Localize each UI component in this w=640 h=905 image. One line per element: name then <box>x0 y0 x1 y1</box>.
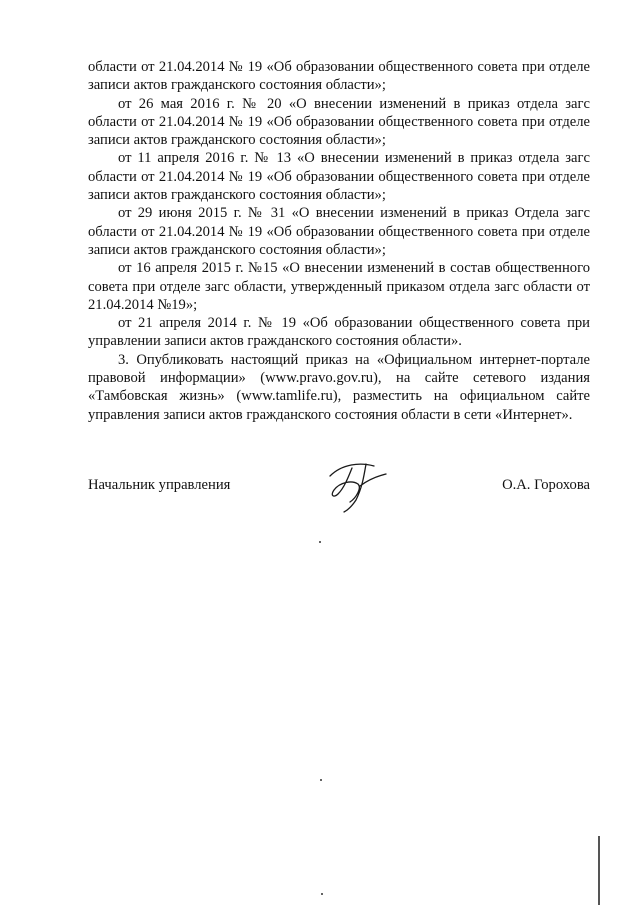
paragraph-4: от 29 июня 2015 г. № 31 «О внесении изменений в приказ Отдела загс области от 21.04.2014 № 19 «Об образовании общественного совета при отделе записи актов гражданского состояния области»; <box>88 205 590 258</box>
paragraph-1: области от 21.04.2014 № 19 «Об образовании общественного совета при отделе записи актов гражданского состояния области»; <box>88 59 590 94</box>
scan-speck <box>321 893 323 895</box>
signatory-name: О.А. Горохова <box>502 477 590 493</box>
handwritten-signature <box>322 454 394 514</box>
paragraph-5: от 16 апреля 2015 г. №15 «О внесении изменений в состав общественного совета при отделе загс области, утвержденный приказом отдела загс области от 21.04.2014 №19»; <box>88 260 590 313</box>
document-body <box>88 58 590 424</box>
paragraph-7: 3. Опубликовать настоящий приказ на «Официальном интернет-портале правовой информации» (www.pravo.gov.ru), на сайте сетевого издания «Тамбовская жизнь» (www.tamlife.ru), разместить на официальном сайте управления записи актов гражданского состояния области в сети «Интернет». <box>88 351 590 423</box>
signatory-title: Начальник управления <box>88 477 231 493</box>
scan-speck <box>320 779 322 781</box>
paragraph-2: от 26 мая 2016 г. № 20 «О внесении изменений в приказ отдела загс области от 21.04.2014 № 19 «Об образовании общественного совета при отделе записи актов гражданского состояния области»; <box>88 95 590 149</box>
scan-edge-line <box>598 836 600 905</box>
paragraph-3: от 11 апреля 2016 г. № 13 «О внесении изменений в приказ отдела загс области от 21.04.2014 № 19 «Об образовании общественного совета при отделе записи актов гражданского состояния области»; <box>88 150 590 204</box>
paragraph-6: от 21 апреля 2014 г. № 19 «Об образовании общественного совета при управлении записи актов гражданского состояния области». <box>88 315 590 350</box>
scan-speck <box>319 541 321 543</box>
